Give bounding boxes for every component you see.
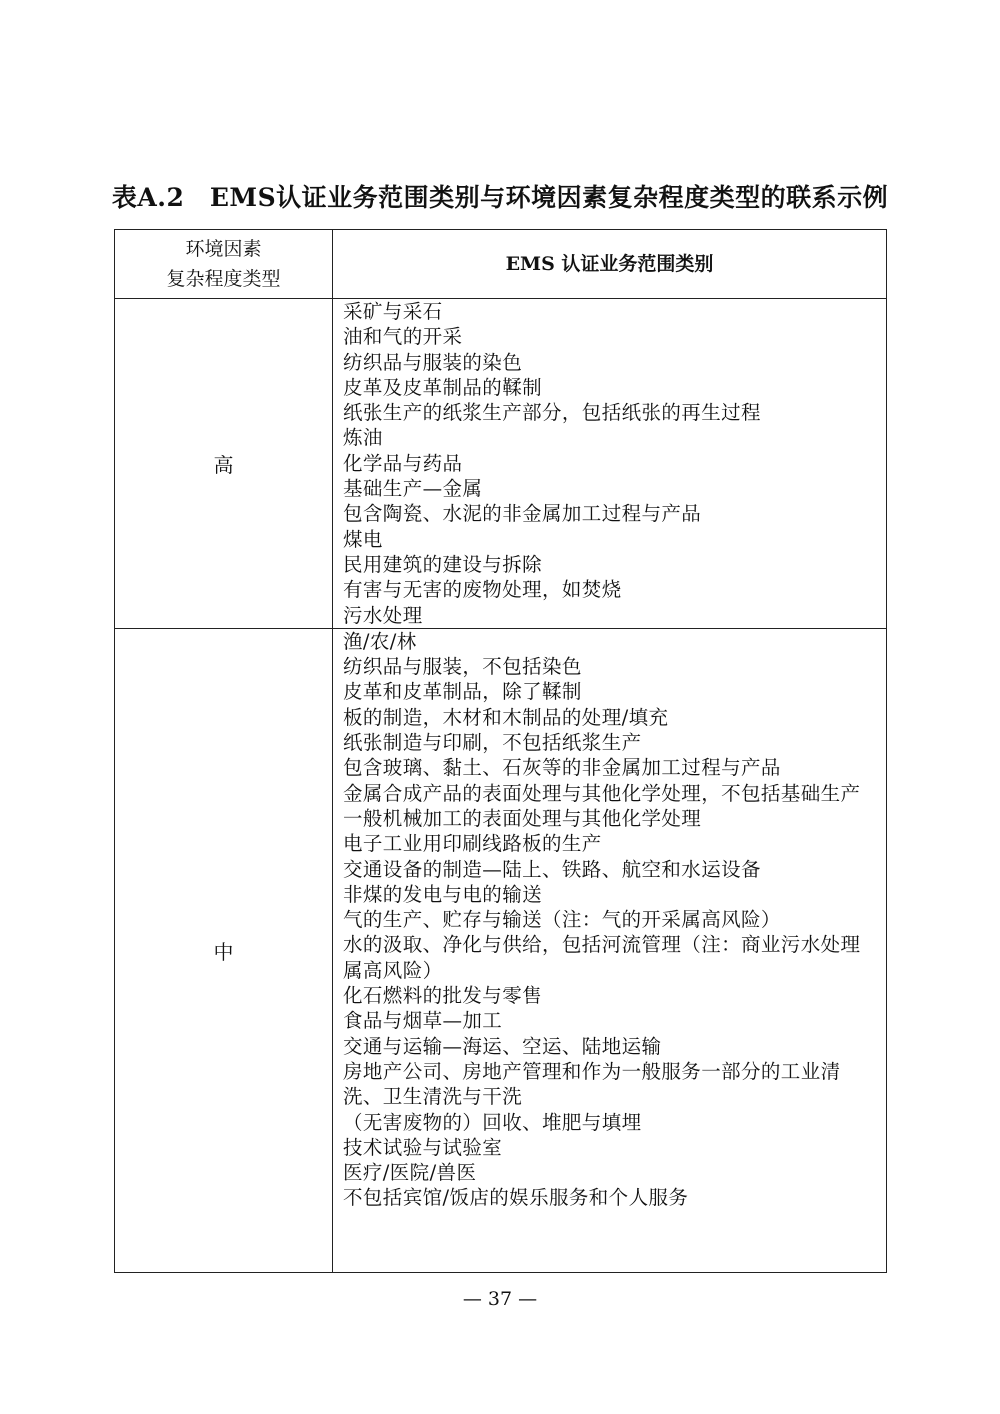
scope-item: 渔/农/林 [343, 629, 417, 653]
scope-item: （无害废物的）回收、堆肥与填埋 [343, 1110, 642, 1134]
header-complexity-line1: 环境因素 [185, 238, 262, 260]
header-complexity-type [115, 230, 333, 299]
scope-list-medium [333, 628, 887, 1272]
scope-item: 纺织品与服装的染色 [343, 350, 523, 374]
scope-item: 皮革及皮革制品的鞣制 [343, 375, 543, 399]
scope-item: 基础生产—金属 [343, 477, 483, 501]
header-scope-category: EMS 认证业务范围类别 [333, 230, 887, 299]
scope-item: 油和气的开采 [343, 325, 463, 349]
level-cell-medium: 中 [115, 628, 333, 1272]
scope-item: 民用建筑的建设与拆除 [343, 552, 543, 576]
scope-item: 水的汲取、净化与供给，包括河流管理（注：商业污水处理属高风险） [343, 933, 861, 982]
scope-item: 皮革和皮革制品，除了鞣制 [343, 680, 582, 704]
scope-item: 包含陶瓷、水泥的非金属加工过程与产品 [343, 502, 702, 526]
scope-item: 交通设备的制造—陆上、铁路、航空和水运设备 [343, 857, 761, 881]
page-number: — 37 — [462, 1288, 538, 1310]
scope-item: 化学品与药品 [343, 451, 463, 475]
table-row-high [115, 299, 887, 629]
scope-item: 采矿与采石 [343, 300, 443, 323]
scope-item: 炼油 [343, 426, 383, 450]
scope-item: 一般机械加工的表面处理与其他化学处理 [343, 806, 702, 830]
scope-item: 房地产公司、房地产管理和作为一般服务一部分的工业清洗、卫生清洗与干洗 [343, 1059, 841, 1109]
scope-item: 不包括宾馆/饭店的娱乐服务和个人服务 [343, 1186, 689, 1210]
scope-item: 交通与运输—海运、空运、陆地运输 [343, 1034, 662, 1058]
scope-item: 医疗/医院/兽医 [343, 1161, 477, 1185]
header-complexity-line2: 复杂程度类型 [166, 268, 281, 290]
scope-item: 电子工业用印刷线路板的生产 [343, 832, 602, 856]
table-row-medium [115, 628, 887, 1272]
scope-item: 煤电 [343, 527, 383, 551]
scope-item: 气的生产、贮存与输送（注：气的开采属高风险） [343, 908, 781, 932]
scope-item: 包含玻璃、黏土、石灰等的非金属加工过程与产品 [343, 756, 781, 780]
table-header-row [115, 230, 887, 299]
scope-item: 纺织品与服装，不包括染色 [343, 655, 582, 679]
scope-item: 食品与烟草—加工 [343, 1009, 503, 1033]
level-cell-high: 高 [115, 299, 333, 629]
scope-item: 纸张生产的纸浆生产部分，包括纸张的再生过程 [343, 401, 761, 425]
scope-item: 非煤的发电与电的输送 [343, 882, 543, 906]
scope-item: 有害与无害的废物处理，如焚烧 [343, 578, 622, 602]
table-title: 表A.2 EMS认证业务范围类别与环境因素复杂程度类型的联系示例 [111, 183, 889, 212]
scope-item: 化石燃料的批发与零售 [343, 984, 543, 1008]
scope-item: 污水处理 [343, 603, 423, 627]
scope-item: 板的制造，木材和木制品的处理/填充 [343, 705, 669, 729]
scope-item: 技术试验与试验室 [343, 1135, 503, 1159]
scope-item: 金属合成产品的表面处理与其他化学处理，不包括基础生产 [343, 781, 861, 805]
scope-list-high [333, 299, 887, 629]
scope-complexity-table [114, 229, 887, 1273]
scope-item: 纸张制造与印刷，不包括纸浆生产 [343, 731, 642, 755]
